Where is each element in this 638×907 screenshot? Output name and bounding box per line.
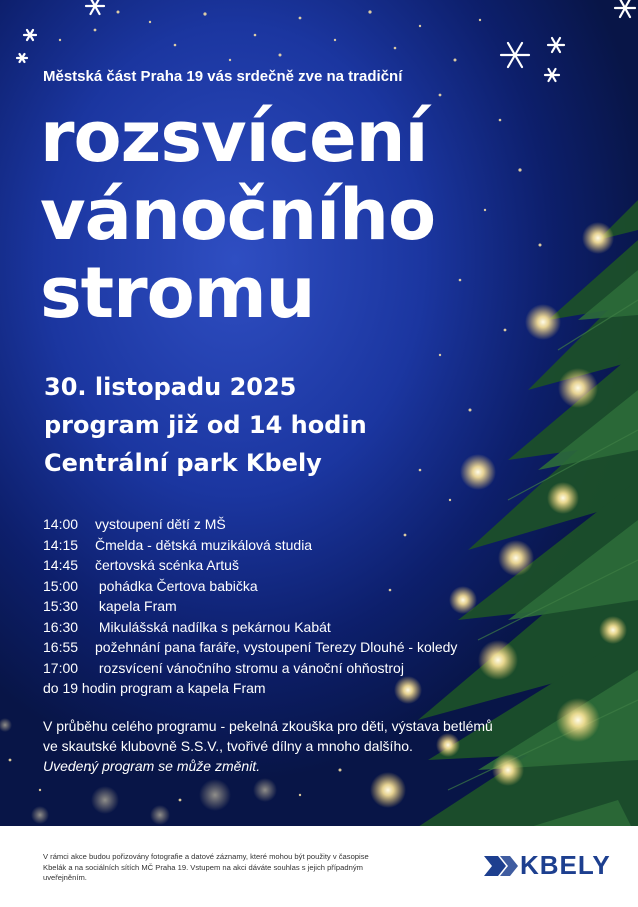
program-item <box>43 514 457 535</box>
kbely-logo <box>484 850 616 882</box>
program-time: 17:00 <box>43 659 79 676</box>
program-text: Čmelda - dětská muzikálová studia <box>95 536 313 553</box>
program-text: kapela Fram <box>95 598 177 614</box>
program-item <box>43 555 457 576</box>
invitation-subtitle: Městská část Praha 19 vás srdečně zve na tradiční <box>43 68 403 85</box>
photo-disclaimer: V rámci akce budou pořizovány fotografie a datové záznamy, které mohou být použity v časopise Kbelák a na sociálních sítích MČ Praha 19. Vstupem na akci dáváte souhlas s jejich případným uveřejněním. <box>43 852 369 882</box>
program-text: Mikulášská nadílka s pekárnou Kabát <box>95 618 331 635</box>
title-line-2: vánočního <box>40 174 436 256</box>
program-time: 14:45 <box>43 557 79 573</box>
program-item <box>43 596 457 617</box>
event-info <box>44 368 367 482</box>
event-start: program již od 14 hodin <box>44 411 367 439</box>
program-item <box>43 617 457 638</box>
program-text: rozsvícení vánočního stromu a vánoční ohňostroj <box>95 659 404 676</box>
title-line-3: stromu <box>40 252 315 334</box>
event-date: 30. listopadu 2025 <box>44 373 297 401</box>
page-title <box>40 98 435 332</box>
program-item <box>43 576 457 597</box>
footer <box>0 826 638 907</box>
program-time: 14:15 <box>43 536 79 553</box>
kbely-logo-icon <box>484 850 518 882</box>
program-item <box>43 658 457 679</box>
program-list <box>43 514 457 699</box>
title-line-1: rozsvícení <box>40 96 428 178</box>
program-item <box>43 535 457 556</box>
program-text: čertovská scénka Artuš <box>95 557 239 573</box>
program-time: 15:30 <box>43 598 79 614</box>
program-time: 15:00 <box>43 577 79 594</box>
program-time: 16:55 <box>43 639 79 655</box>
program-notes <box>43 716 493 776</box>
notes-line-1: V průběhu celého programu - pekelná zkouška pro děti, výstava betlémů <box>43 718 493 734</box>
change-notice: Uvedený program se může změnit. <box>43 758 261 774</box>
program-end: do 19 hodin program a kapela Fram <box>43 680 266 696</box>
event-place: Centrální park Kbely <box>44 449 322 477</box>
program-text: požehnání pana faráře, vystoupení Terezy Dlouhé - koledy <box>95 639 458 655</box>
program-time: 14:00 <box>43 516 79 532</box>
program-item <box>43 637 457 658</box>
logo-text: KBELY <box>520 850 611 880</box>
program-text: vystoupení dětí z MŠ <box>95 516 226 532</box>
notes-line-2: ve skautské klubovně S.S.V., tvořivé dílny a mnoho dalšího. <box>43 738 413 754</box>
program-text: pohádka Čertova babička <box>95 577 258 594</box>
program-time: 16:30 <box>43 618 79 635</box>
